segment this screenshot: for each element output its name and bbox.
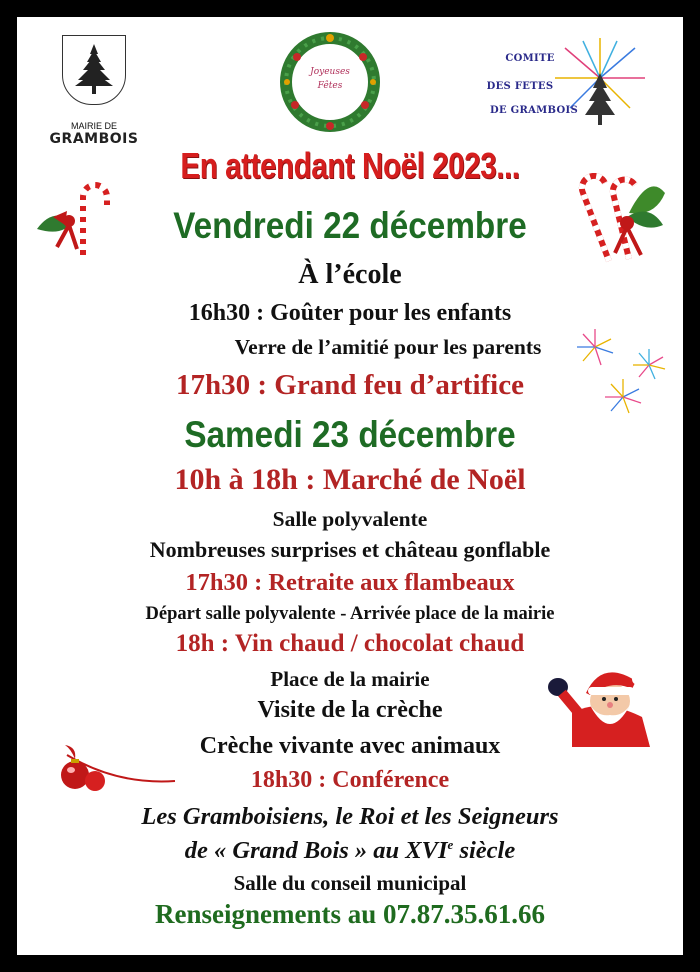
- conference-title-line-1: Les Gramboisiens, le Roi et les Seigneurs: [141, 803, 559, 830]
- poster: [17, 17, 683, 955]
- coat-of-arms-icon: [62, 35, 126, 105]
- wreath-text-1: Joyeuses: [310, 67, 350, 77]
- day1-place: À l’école: [298, 259, 402, 290]
- comite-line-2: DES FETES: [486, 81, 554, 92]
- mairie-label: MAIRIE DE: [70, 121, 117, 131]
- mairie-logo: [39, 35, 149, 147]
- day2-conference: 18h30 : Conférence: [250, 767, 450, 793]
- day2-market-line-2: Nombreuses surprises et château gonflable: [149, 537, 551, 562]
- day2-vin-line-3: Crèche vivante avec animaux: [199, 733, 501, 759]
- conference-title-line-2: [17, 837, 683, 865]
- conference-title-post: siècle: [453, 837, 516, 865]
- conference-place: Salle du conseil municipal: [233, 871, 467, 895]
- comite-logo: [465, 45, 665, 145]
- day2-market: 10h à 18h : Marché de Noël: [174, 463, 526, 496]
- day2-retraite-line: Départ salle polyvalente - Arrivée place de la mairie: [145, 604, 555, 624]
- fireworks-icon: [573, 317, 677, 417]
- day2-vin: 18h : Vin chaud / chocolat chaud: [175, 630, 525, 657]
- poster-title: En attendant Noël 2023...: [180, 145, 520, 186]
- town-name: GRAMBOIS: [49, 131, 139, 147]
- day1-highlight: 17h30 : Grand feu d’artifice: [176, 369, 524, 401]
- day2-market-line-1: Salle polyvalente: [272, 507, 428, 531]
- day2-retraite: 17h30 : Retraite aux flambeaux: [185, 569, 515, 596]
- day2-vin-line-1: Place de la mairie: [270, 667, 430, 691]
- conference-title-pre: de « Grand Bois » au XVI: [184, 837, 448, 865]
- day1-line-2: Verre de l’amitié pour les parents: [234, 335, 542, 359]
- comite-line-1: COMITE: [505, 53, 555, 64]
- wreath-text-2: Fêtes: [317, 81, 343, 91]
- day1-line-1: 16h30 : Goûter pour les enfants: [188, 300, 512, 326]
- christmas-wreath-icon: [275, 27, 385, 137]
- comite-line-3: DE GRAMBOIS: [489, 105, 578, 116]
- day2-heading: Samedi 23 décembre: [184, 414, 516, 455]
- info-phone: Renseignements au 07.87.35.61.66: [155, 899, 545, 929]
- day1-heading: Vendredi 22 décembre: [173, 205, 527, 246]
- day2-vin-line-2: Visite de la crèche: [257, 697, 443, 723]
- conference-title-sup: e: [447, 837, 454, 852]
